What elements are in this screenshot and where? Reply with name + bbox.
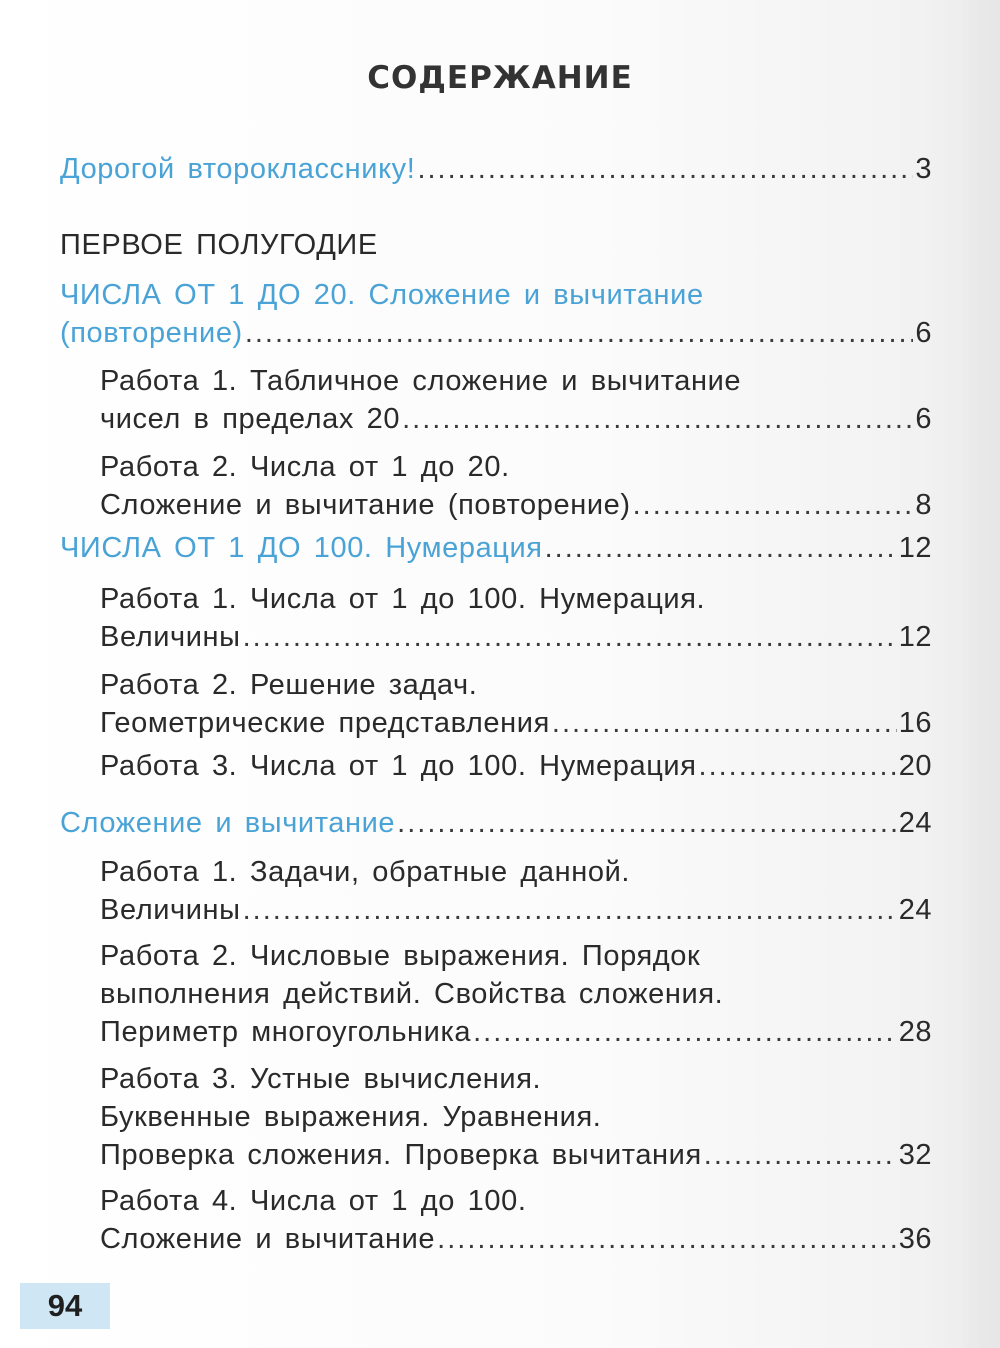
toc-entry-title-line: Работа 1. Числа от 1 до 100. Нумерация. <box>100 583 706 615</box>
toc-entry-title: Дорогой второкласснику! <box>60 153 416 185</box>
toc-entry-title: Периметр многоугольника <box>100 1016 472 1048</box>
toc-entry-title-line: Работа 1. Задачи, обратные данной. <box>100 856 631 888</box>
toc-page-number: 24 <box>898 807 932 839</box>
toc-entry-title-line: Работа 2. Числа от 1 до 20. <box>100 451 510 483</box>
toc-entry-title-line: Буквенные выражения. Уравнения. <box>100 1101 602 1133</box>
toc-entry-work-2-problems[interactable] <box>100 666 932 742</box>
dot-leader <box>245 314 914 352</box>
toc-entry-title: Сложение и вычитание <box>100 1223 436 1255</box>
toc-entry-title-line: Работа 3. Устные вычисления. <box>100 1063 542 1095</box>
dot-leader <box>417 150 913 188</box>
toc-entry-title-line: Работа 2. Решение задач. <box>100 669 478 701</box>
toc-page-number: 16 <box>898 707 932 739</box>
dot-leader <box>545 529 897 567</box>
toc-page-number: 36 <box>898 1223 932 1255</box>
dot-leader <box>437 1220 897 1258</box>
toc-entry-intro[interactable] <box>60 150 932 188</box>
toc-page-number: 6 <box>915 403 932 435</box>
dot-leader <box>402 400 913 438</box>
toc-entry-title: Сложение и вычитание (повторение) <box>100 489 631 521</box>
toc-page-number: 12 <box>898 532 932 564</box>
toc-entry-title-line: Работа 1. Табличное сложение и вычитание <box>100 365 742 397</box>
toc-entry-title-line: Работа 4. Числа от 1 до 100. <box>100 1185 527 1217</box>
toc-entry-title: чисел в пределах 20 <box>100 403 401 435</box>
dot-leader <box>397 804 897 842</box>
toc-entry-title-line: выполнения действий. Свойства сложения. <box>100 978 724 1010</box>
toc-entry-work-1-numeration[interactable] <box>100 580 932 656</box>
toc-page-number: 28 <box>898 1016 932 1048</box>
toc-entry-title: Величины <box>100 621 241 653</box>
toc-page-number: 3 <box>915 153 932 185</box>
toc-entry-addition-subtraction[interactable] <box>60 804 932 842</box>
dot-leader <box>699 747 897 785</box>
page-number: 94 <box>47 1288 83 1323</box>
toc-entry-title-line: ЧИСЛА ОТ 1 ДО 20. Сложение и вычитание <box>60 279 704 311</box>
toc-entry-work-3-numeration[interactable] <box>100 747 932 785</box>
toc-entry-work-2-numeric-expressions[interactable] <box>100 937 932 1051</box>
dot-leader <box>552 704 897 742</box>
page-title: СОДЕРЖАНИЕ <box>367 60 633 96</box>
toc-entry-title: Величины <box>100 894 241 926</box>
dot-leader <box>633 486 914 524</box>
toc-entry-title: Сложение и вычитание <box>60 807 396 839</box>
toc-page-number: 24 <box>898 894 932 926</box>
toc-entry-work-1-inverse-problems[interactable] <box>100 853 932 929</box>
toc-heading-first-half-year <box>60 226 932 264</box>
toc-entry-title: Работа 3. Числа от 1 до 100. Нумерация <box>100 750 697 782</box>
toc-entry-title: Проверка сложения. Проверка вычитания <box>100 1139 702 1171</box>
toc-entry-numbers-1-20[interactable] <box>60 276 932 352</box>
page-binding-shadow <box>960 0 1000 1348</box>
toc-entry-title: Геометрические представления <box>100 707 550 739</box>
dot-leader <box>473 1013 897 1051</box>
toc-heading-label: ПЕРВОЕ ПОЛУГОДИЕ <box>60 229 378 261</box>
toc-entry-work-1-table-addition[interactable] <box>100 362 932 438</box>
dot-leader <box>243 618 897 656</box>
dot-leader <box>243 891 897 929</box>
toc-page-number: 6 <box>915 317 932 349</box>
toc-entry-work-4-numbers-1-100[interactable] <box>100 1182 932 1258</box>
toc-entry-work-3-mental-calculations[interactable] <box>100 1060 932 1174</box>
dot-leader <box>704 1136 897 1174</box>
toc-entry-title: (повторение) <box>60 317 243 349</box>
toc-entry-title: ЧИСЛА ОТ 1 ДО 100. Нумерация <box>60 532 543 564</box>
toc-page-number: 20 <box>898 750 932 782</box>
toc-entry-numbers-1-100[interactable] <box>60 529 932 567</box>
toc-entry-work-2-numbers-1-20[interactable] <box>100 448 932 524</box>
toc-page-number: 8 <box>915 489 932 521</box>
toc-page-number: 32 <box>898 1139 932 1171</box>
toc-page-number: 12 <box>898 621 932 653</box>
toc-entry-title-line: Работа 2. Числовые выражения. Порядок <box>100 940 701 972</box>
